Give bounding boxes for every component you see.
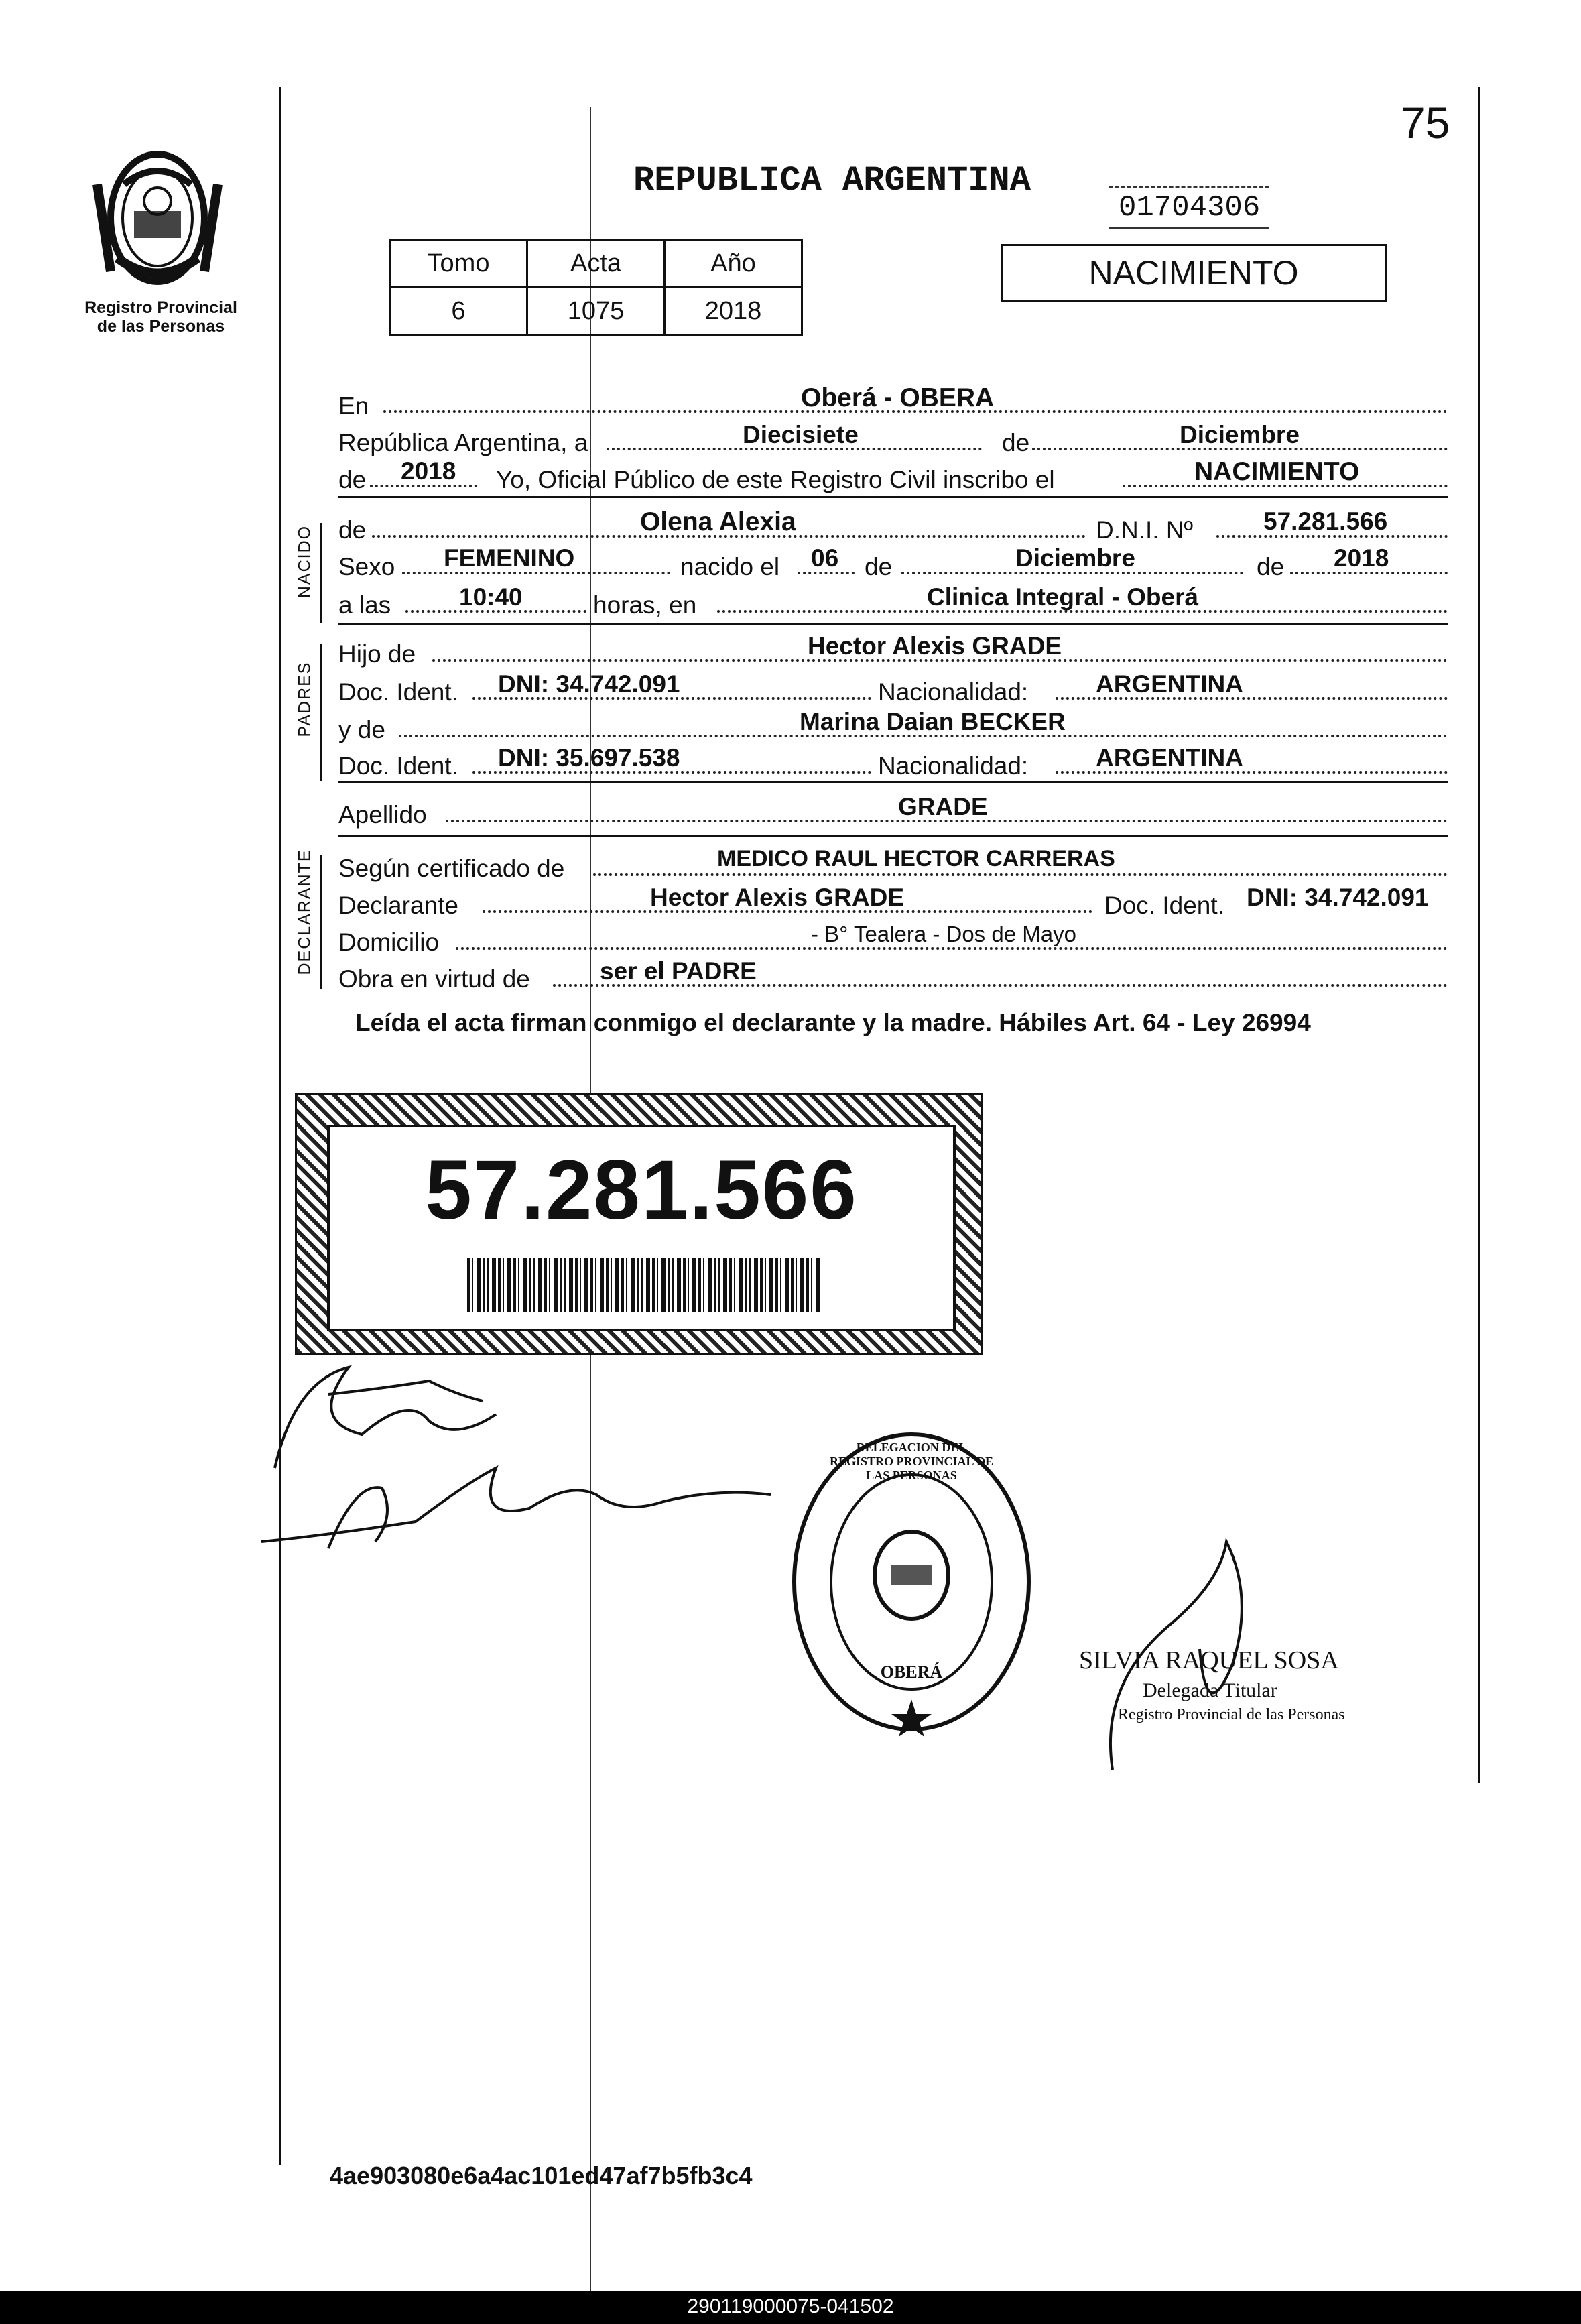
serial-number: 01704306	[1109, 186, 1269, 229]
mes-nacimiento: Diciembre	[1015, 544, 1135, 572]
registry-line-2: de las Personas	[97, 317, 225, 336]
nombre-nacido: Olena Alexia	[640, 507, 796, 536]
sexo-label: Sexo	[338, 553, 395, 580]
mes-inscripcion: Diciembre	[1180, 421, 1300, 448]
dni-sticker	[295, 1093, 983, 1355]
rule	[338, 623, 1448, 625]
padres-side-label: PADRES	[295, 661, 314, 737]
dni-sticker-number: 57.281.566	[425, 1144, 858, 1237]
nombre-padre: Hector Alexis GRADE	[808, 632, 1062, 660]
doc-madre: DNI: 35.697.538	[498, 744, 680, 772]
certificado-value: MEDICO RAUL HECTOR CARRERAS	[717, 846, 1115, 871]
barcode	[467, 1258, 822, 1312]
en-label: En	[338, 392, 369, 420]
page-number: 75	[1401, 98, 1450, 147]
decl-doc-label: Doc. Ident.	[1104, 892, 1224, 919]
tomo-header: Tomo	[390, 240, 527, 288]
apellido-value: GRADE	[898, 793, 988, 820]
anio-nacimiento: 2018	[1334, 544, 1389, 572]
hora-nacimiento: 10:40	[459, 583, 523, 611]
seal-text-bottom: OBERÁ	[880, 1662, 943, 1682]
nacido-side-label: NACIDO	[295, 524, 314, 599]
tomo-value: 6	[390, 288, 527, 335]
de2-label: de	[338, 466, 367, 493]
leida-text: Leída el acta firman conmigo el declarante y la madre. Hábiles Art. 64 - Ley 26994	[355, 1009, 1311, 1036]
nacionalidad-padre-label: Nacionalidad:	[878, 678, 1029, 706]
domicilio-label: Domicilio	[338, 928, 440, 956]
anio-value: 2018	[665, 288, 802, 335]
rule	[338, 781, 1448, 783]
declarante-value: Hector Alexis GRADE	[650, 883, 905, 911]
acta-value: 1075	[527, 288, 665, 335]
document-type-box	[1001, 244, 1387, 302]
rule	[338, 835, 1448, 837]
footer-code: 290119000075-041502	[687, 2295, 894, 2317]
declarante-label: Declarante	[338, 892, 458, 919]
dni-label: D.N.I. Nº	[1096, 516, 1194, 544]
doc-ident-padre-label: Doc. Ident.	[338, 678, 458, 706]
dni-nacido: 57.281.566	[1263, 507, 1388, 535]
signatory-org: Registro Provincial de las Personas	[1118, 1706, 1345, 1723]
apellido-label: Apellido	[338, 801, 427, 829]
tomo-acta-anio-table	[389, 239, 803, 336]
obra-label: Obra en virtud de	[338, 965, 530, 993]
dotted-line	[456, 947, 1448, 950]
right-margin-line	[1478, 87, 1480, 1783]
de3-label: de	[865, 553, 893, 580]
nombre-label: de	[338, 516, 367, 544]
inscribo-value: NACIMIENTO	[1194, 457, 1360, 486]
province-logo	[77, 144, 238, 298]
rule	[338, 496, 1448, 498]
nacido-el-label: nacido el	[680, 553, 780, 580]
lugar-inscripcion: Oberá - OBERA	[801, 383, 995, 412]
left-margin-line	[279, 87, 281, 2165]
nacionalidad-madre-label: Nacionalidad:	[878, 752, 1029, 780]
official-seal	[784, 1424, 1039, 1739]
dia-nacimiento: 06	[811, 544, 839, 572]
nacionalidad-padre: ARGENTINA	[1096, 670, 1243, 698]
nombre-madre: Marina Daian BECKER	[800, 708, 1066, 735]
anio-inscripcion: 2018	[401, 457, 456, 485]
decl-doc-value: DNI: 34.742.091	[1247, 883, 1429, 911]
doc-padre: DNI: 34.742.091	[498, 670, 680, 698]
document-hash: 4ae903080e6a4ac101ed47af7b5fb3c4	[330, 2162, 753, 2189]
dotted-line	[593, 873, 1448, 876]
a-las-label: a las	[338, 591, 391, 619]
obra-value: ser el PADRE	[600, 957, 757, 985]
document-type: NACIMIENTO	[1088, 254, 1299, 292]
domicilio-value: - B° Tealera - Dos de Mayo	[811, 922, 1076, 946]
section-bracket	[320, 855, 322, 989]
registry-line-1: Registro Provincial	[84, 298, 237, 317]
sexo-value: FEMENINO	[444, 544, 575, 572]
anio-header: Año	[665, 240, 802, 288]
nacionalidad-madre: ARGENTINA	[1096, 744, 1243, 772]
oficial-text: Yo, Oficial Público de este Registro Civil inscribo el	[496, 466, 1055, 493]
document-title: REPUBLICA ARGENTINA	[633, 161, 1031, 200]
signature-madre	[248, 1441, 784, 1575]
certificado-label: Según certificado de	[338, 855, 565, 882]
horas-en-label: horas, en	[593, 591, 697, 619]
registry-name	[60, 298, 261, 336]
footer-bar	[0, 2291, 1581, 2324]
lugar-nacimiento: Clinica Integral - Oberá	[927, 583, 1199, 611]
dia-inscripcion: Diecisiete	[743, 421, 859, 448]
section-bracket	[320, 523, 322, 623]
seal-text-top: DELEGACION DEL REGISTRO PROVINCIAL DE LAS PERSONAS	[829, 1441, 994, 1482]
dni-sticker-panel	[327, 1125, 956, 1331]
declarante-side-label: DECLARANTE	[295, 849, 314, 975]
coat-of-arms-icon	[77, 144, 238, 298]
signatory-title: Delegada Titular	[1143, 1679, 1277, 1701]
de4-label: de	[1257, 553, 1285, 580]
acta-header: Acta	[527, 240, 665, 288]
section-bracket	[320, 644, 322, 781]
de-label: de	[1002, 429, 1030, 456]
doc-ident-madre-label: Doc. Ident.	[338, 752, 458, 780]
signatory-name: SILVIA RAQUEL SOSA	[1079, 1646, 1339, 1674]
y-de-label: y de	[338, 716, 385, 743]
hijo-de-label: Hijo de	[338, 640, 416, 668]
republica-label: República Argentina, a	[338, 429, 588, 456]
